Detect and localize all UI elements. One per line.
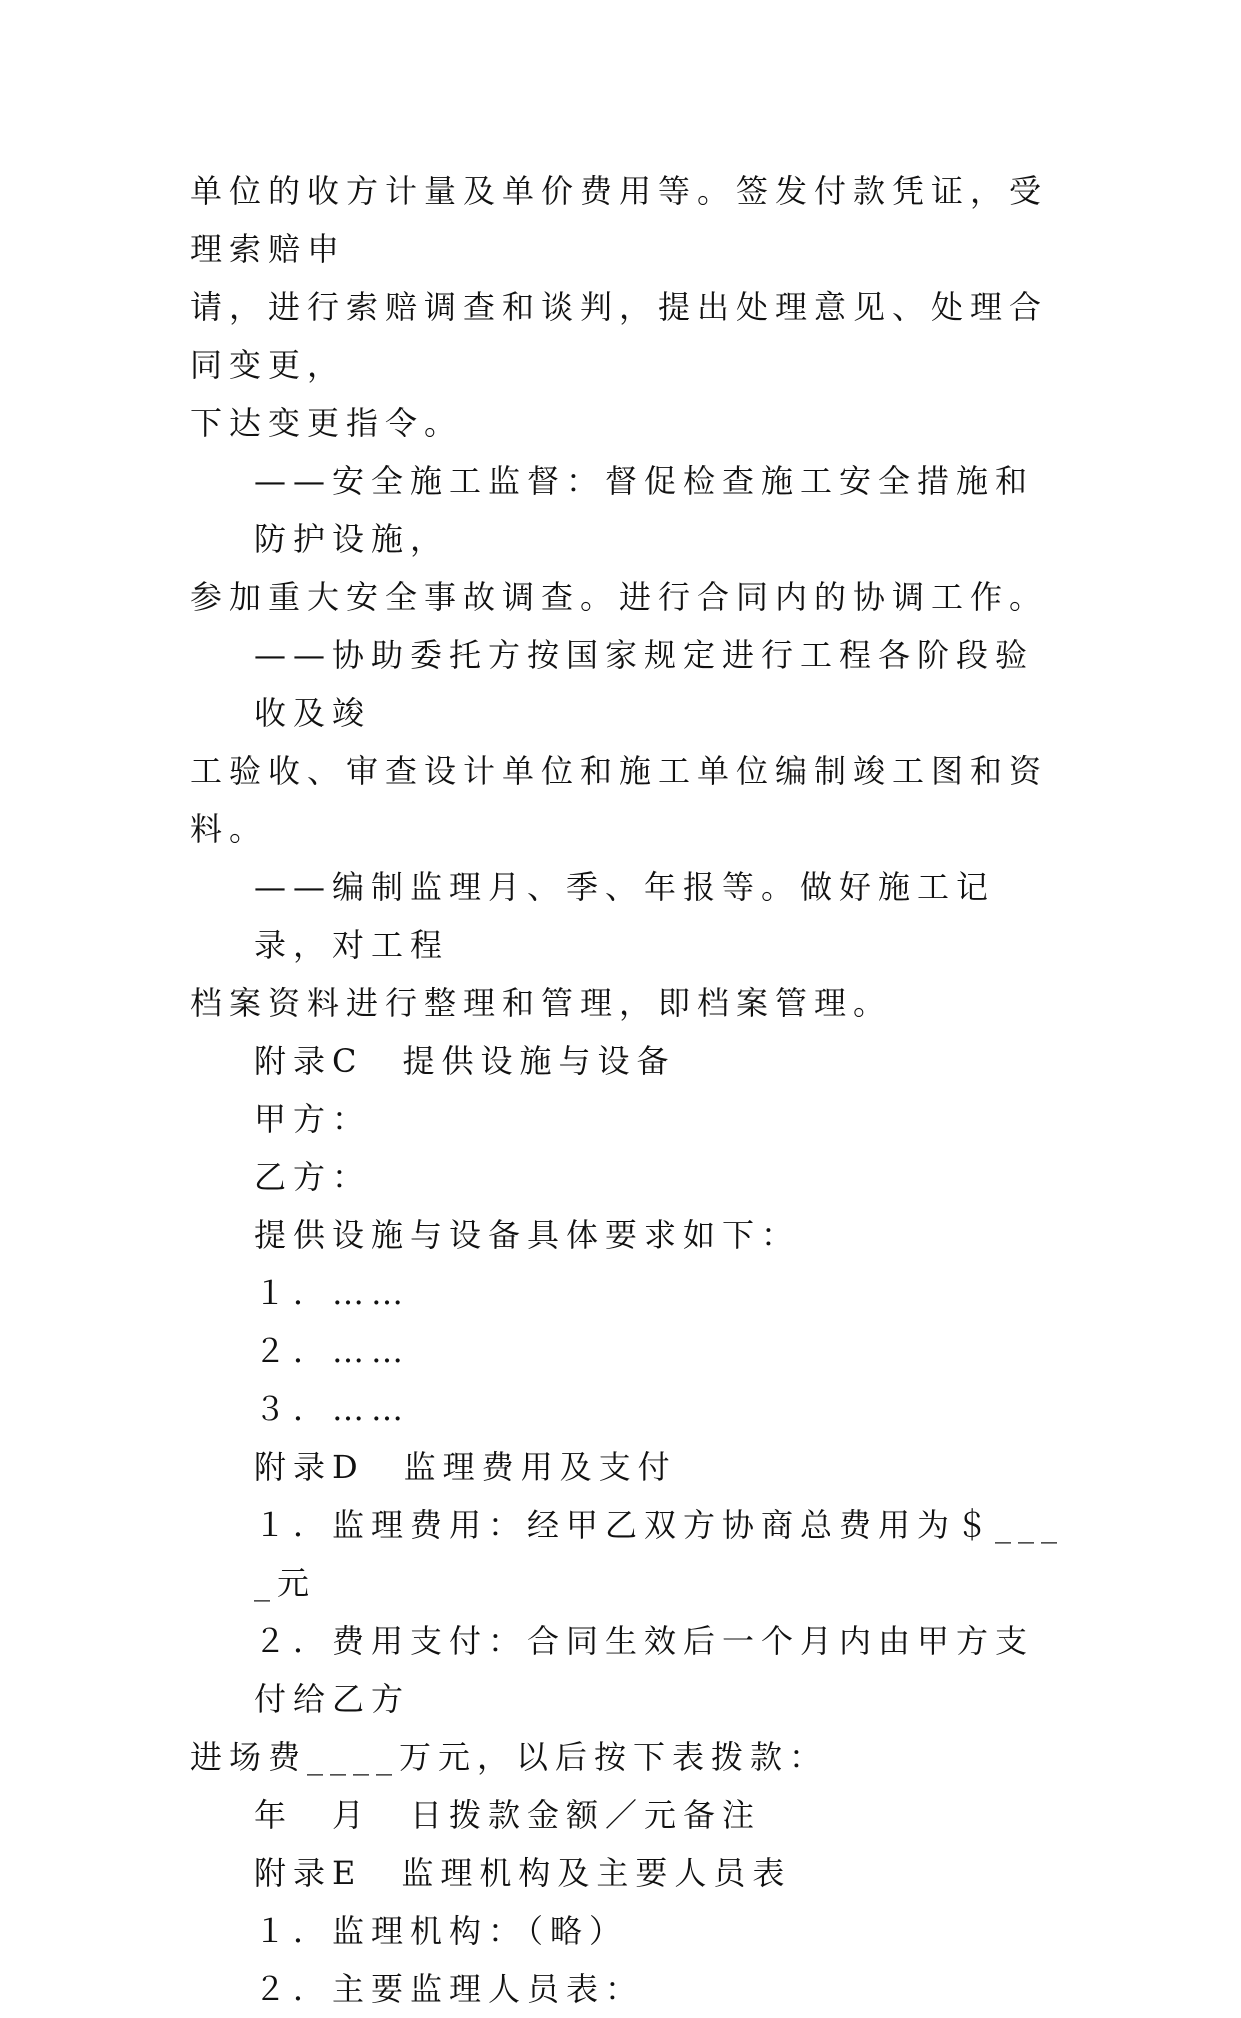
- text-line: 甲方：: [254, 1100, 372, 1138]
- appendix-d-heading: [190, 1438, 1070, 1496]
- heading-text: 附录E 监理机构及主要人员表: [254, 1854, 792, 1892]
- text-line: ——编制监理月、季、年报等。做好施工记录，对工程: [254, 868, 996, 964]
- list-item: １．监理费用：经甲乙双方协商总费用为＄____元: [254, 1506, 1065, 1602]
- fee-line: [190, 1496, 1070, 1612]
- text-line: ——安全施工监督：督促检查施工安全措施和防护设施，: [254, 462, 1035, 558]
- personnel-line: [190, 1960, 1070, 2018]
- text-line: 年 月 日拨款金额／元备注: [254, 1796, 762, 1834]
- text-line: 进场费____万元，以后按下表拨款：: [190, 1738, 829, 1776]
- text-line: 提供设施与设备具体要求如下：: [254, 1216, 801, 1254]
- document-body: [190, 162, 1070, 2018]
- heading-text: 附录D 监理费用及支付: [254, 1448, 677, 1486]
- paragraph-acceptance-assistance: [190, 626, 1070, 858]
- list-item: １．……: [254, 1274, 411, 1312]
- paragraph-report-and-archive: [190, 858, 1070, 1032]
- list-item: ２．主要监理人员表：: [254, 1970, 645, 2008]
- payment-table-header-line: [190, 1786, 1070, 1844]
- text-line: 工验收、审查设计单位和施工单位编制竣工图和资料。: [190, 752, 1049, 848]
- payment-paragraph: [190, 1612, 1070, 1786]
- text-line: 乙方：: [254, 1158, 372, 1196]
- list-item: ３．……: [254, 1390, 411, 1428]
- paragraph-payment-and-change: [190, 162, 1070, 452]
- paragraph-safety-supervision: [190, 452, 1070, 626]
- text-line: 单位的收方计量及单价费用等。签发付款凭证，受理索赔申: [190, 172, 1049, 268]
- text-line: 参加重大安全事故调查。进行合同内的协调工作。: [190, 578, 1049, 616]
- facility-item-3: [190, 1380, 1070, 1438]
- party-a-line: [190, 1090, 1070, 1148]
- facility-item-2: [190, 1322, 1070, 1380]
- text-line: 请，进行索赔调查和谈判，提出处理意见、处理合同变更，: [190, 288, 1049, 384]
- appendix-e-heading: [190, 1844, 1070, 1902]
- facility-item-1: [190, 1264, 1070, 1322]
- organization-line: [190, 1902, 1070, 1960]
- facility-requirements-line: [190, 1206, 1070, 1264]
- text-line: 下达变更指令。: [190, 404, 464, 442]
- text-line: ——协助委托方按国家规定进行工程各阶段验收及竣: [254, 636, 1035, 732]
- list-item: ２．费用支付：合同生效后一个月内由甲方支付给乙方: [254, 1622, 1035, 1718]
- list-item: ２．……: [254, 1332, 411, 1370]
- party-b-line: [190, 1148, 1070, 1206]
- appendix-c-heading: [190, 1032, 1070, 1090]
- list-item: １．监理机构：（略）: [254, 1912, 629, 1950]
- text-line: 档案资料进行整理和管理，即档案管理。: [190, 984, 893, 1022]
- heading-text: 附录C 提供设施与设备: [254, 1042, 676, 1080]
